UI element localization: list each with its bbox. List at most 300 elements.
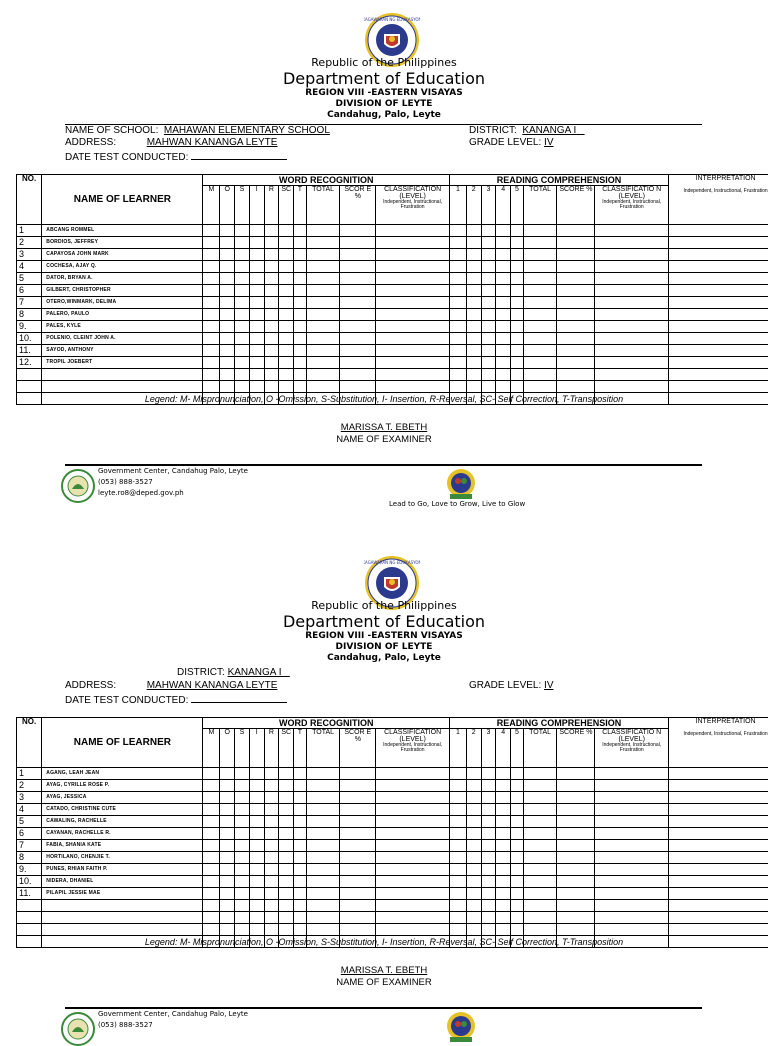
score-cell[interactable] <box>595 249 669 261</box>
score-cell[interactable] <box>264 261 279 273</box>
score-cell[interactable] <box>523 225 557 237</box>
score-cell[interactable] <box>340 900 376 912</box>
score-cell[interactable] <box>511 876 524 888</box>
score-cell[interactable] <box>249 237 264 249</box>
score-cell[interactable] <box>220 345 235 357</box>
score-cell[interactable] <box>340 261 376 273</box>
score-cell[interactable] <box>595 888 669 900</box>
score-cell[interactable] <box>264 888 279 900</box>
score-cell[interactable] <box>203 804 220 816</box>
score-cell[interactable] <box>264 816 279 828</box>
score-cell[interactable] <box>450 309 467 321</box>
score-cell[interactable] <box>294 369 307 381</box>
score-cell[interactable] <box>481 369 496 381</box>
score-cell[interactable] <box>376 357 450 369</box>
score-cell[interactable] <box>669 792 768 804</box>
score-cell[interactable] <box>220 309 235 321</box>
score-cell[interactable] <box>557 912 595 924</box>
score-cell[interactable] <box>249 864 264 876</box>
score-cell[interactable] <box>450 780 467 792</box>
score-cell[interactable] <box>264 864 279 876</box>
score-cell[interactable] <box>523 780 557 792</box>
score-cell[interactable] <box>376 273 450 285</box>
score-cell[interactable] <box>235 249 250 261</box>
score-cell[interactable] <box>595 852 669 864</box>
score-cell[interactable] <box>306 357 340 369</box>
score-cell[interactable] <box>340 333 376 345</box>
score-cell[interactable] <box>450 273 467 285</box>
score-cell[interactable] <box>376 297 450 309</box>
score-cell[interactable] <box>249 297 264 309</box>
score-cell[interactable] <box>669 876 768 888</box>
score-cell[interactable] <box>220 768 235 780</box>
score-cell[interactable] <box>306 249 340 261</box>
score-cell[interactable] <box>249 792 264 804</box>
score-cell[interactable] <box>220 273 235 285</box>
score-cell[interactable] <box>511 273 524 285</box>
score-cell[interactable] <box>203 285 220 297</box>
score-cell[interactable] <box>523 273 557 285</box>
score-cell[interactable] <box>264 285 279 297</box>
score-cell[interactable] <box>450 864 467 876</box>
score-cell[interactable] <box>249 285 264 297</box>
score-cell[interactable] <box>249 888 264 900</box>
score-cell[interactable] <box>496 912 511 924</box>
score-cell[interactable] <box>306 840 340 852</box>
score-cell[interactable] <box>235 237 250 249</box>
score-cell[interactable] <box>279 816 294 828</box>
score-cell[interactable] <box>249 357 264 369</box>
score-cell[interactable] <box>376 804 450 816</box>
score-cell[interactable] <box>340 369 376 381</box>
score-cell[interactable] <box>523 768 557 780</box>
score-cell[interactable] <box>235 309 250 321</box>
score-cell[interactable] <box>669 816 768 828</box>
score-cell[interactable] <box>511 297 524 309</box>
score-cell[interactable] <box>466 876 481 888</box>
score-cell[interactable] <box>294 864 307 876</box>
score-cell[interactable] <box>595 225 669 237</box>
score-cell[interactable] <box>595 309 669 321</box>
score-cell[interactable] <box>294 888 307 900</box>
score-cell[interactable] <box>279 804 294 816</box>
score-cell[interactable] <box>376 321 450 333</box>
score-cell[interactable] <box>450 369 467 381</box>
score-cell[interactable] <box>481 900 496 912</box>
score-cell[interactable] <box>279 237 294 249</box>
score-cell[interactable] <box>306 828 340 840</box>
score-cell[interactable] <box>294 345 307 357</box>
score-cell[interactable] <box>466 249 481 261</box>
score-cell[interactable] <box>511 357 524 369</box>
score-cell[interactable] <box>340 285 376 297</box>
score-cell[interactable] <box>235 924 250 936</box>
score-cell[interactable] <box>669 249 768 261</box>
score-cell[interactable] <box>306 273 340 285</box>
score-cell[interactable] <box>340 237 376 249</box>
score-cell[interactable] <box>481 261 496 273</box>
score-cell[interactable] <box>669 924 768 936</box>
score-cell[interactable] <box>306 804 340 816</box>
score-cell[interactable] <box>235 912 250 924</box>
score-cell[interactable] <box>249 369 264 381</box>
score-cell[interactable] <box>249 345 264 357</box>
score-cell[interactable] <box>595 900 669 912</box>
score-cell[interactable] <box>557 792 595 804</box>
score-cell[interactable] <box>203 357 220 369</box>
score-cell[interactable] <box>294 828 307 840</box>
score-cell[interactable] <box>294 285 307 297</box>
score-cell[interactable] <box>376 912 450 924</box>
score-cell[interactable] <box>481 828 496 840</box>
score-cell[interactable] <box>496 321 511 333</box>
score-cell[interactable] <box>466 768 481 780</box>
score-cell[interactable] <box>511 225 524 237</box>
score-cell[interactable] <box>511 345 524 357</box>
score-cell[interactable] <box>466 900 481 912</box>
score-cell[interactable] <box>481 285 496 297</box>
score-cell[interactable] <box>669 852 768 864</box>
score-cell[interactable] <box>294 816 307 828</box>
score-cell[interactable] <box>294 876 307 888</box>
score-cell[interactable] <box>279 285 294 297</box>
score-cell[interactable] <box>203 792 220 804</box>
score-cell[interactable] <box>279 912 294 924</box>
score-cell[interactable] <box>557 273 595 285</box>
score-cell[interactable] <box>306 852 340 864</box>
score-cell[interactable] <box>450 345 467 357</box>
score-cell[interactable] <box>279 333 294 345</box>
score-cell[interactable] <box>376 888 450 900</box>
score-cell[interactable] <box>235 285 250 297</box>
score-cell[interactable] <box>511 381 524 393</box>
score-cell[interactable] <box>235 852 250 864</box>
score-cell[interactable] <box>235 816 250 828</box>
score-cell[interactable] <box>249 768 264 780</box>
score-cell[interactable] <box>203 768 220 780</box>
score-cell[interactable] <box>376 864 450 876</box>
score-cell[interactable] <box>669 840 768 852</box>
score-cell[interactable] <box>450 285 467 297</box>
score-cell[interactable] <box>340 840 376 852</box>
score-cell[interactable] <box>279 225 294 237</box>
score-cell[interactable] <box>466 369 481 381</box>
score-cell[interactable] <box>511 333 524 345</box>
score-cell[interactable] <box>340 864 376 876</box>
score-cell[interactable] <box>496 804 511 816</box>
score-cell[interactable] <box>203 273 220 285</box>
score-cell[interactable] <box>294 900 307 912</box>
score-cell[interactable] <box>264 225 279 237</box>
score-cell[interactable] <box>306 816 340 828</box>
score-cell[interactable] <box>306 792 340 804</box>
score-cell[interactable] <box>340 357 376 369</box>
score-cell[interactable] <box>450 912 467 924</box>
score-cell[interactable] <box>294 297 307 309</box>
score-cell[interactable] <box>306 381 340 393</box>
score-cell[interactable] <box>249 804 264 816</box>
score-cell[interactable] <box>249 309 264 321</box>
score-cell[interactable] <box>294 840 307 852</box>
score-cell[interactable] <box>466 309 481 321</box>
score-cell[interactable] <box>264 828 279 840</box>
score-cell[interactable] <box>340 345 376 357</box>
score-cell[interactable] <box>306 369 340 381</box>
score-cell[interactable] <box>466 852 481 864</box>
score-cell[interactable] <box>279 357 294 369</box>
score-cell[interactable] <box>450 261 467 273</box>
score-cell[interactable] <box>450 924 467 936</box>
score-cell[interactable] <box>595 876 669 888</box>
score-cell[interactable] <box>595 816 669 828</box>
score-cell[interactable] <box>220 369 235 381</box>
score-cell[interactable] <box>203 840 220 852</box>
score-cell[interactable] <box>264 357 279 369</box>
score-cell[interactable] <box>220 357 235 369</box>
score-cell[interactable] <box>496 768 511 780</box>
score-cell[interactable] <box>294 924 307 936</box>
score-cell[interactable] <box>376 309 450 321</box>
score-cell[interactable] <box>376 381 450 393</box>
score-cell[interactable] <box>279 792 294 804</box>
score-cell[interactable] <box>523 345 557 357</box>
score-cell[interactable] <box>340 828 376 840</box>
score-cell[interactable] <box>496 816 511 828</box>
score-cell[interactable] <box>203 261 220 273</box>
score-cell[interactable] <box>523 369 557 381</box>
score-cell[interactable] <box>481 840 496 852</box>
score-cell[interactable] <box>669 285 768 297</box>
score-cell[interactable] <box>340 768 376 780</box>
score-cell[interactable] <box>306 225 340 237</box>
score-cell[interactable] <box>511 321 524 333</box>
score-cell[interactable] <box>496 876 511 888</box>
score-cell[interactable] <box>376 768 450 780</box>
score-cell[interactable] <box>220 900 235 912</box>
score-cell[interactable] <box>249 816 264 828</box>
score-cell[interactable] <box>481 249 496 261</box>
score-cell[interactable] <box>203 225 220 237</box>
score-cell[interactable] <box>523 297 557 309</box>
score-cell[interactable] <box>466 840 481 852</box>
score-cell[interactable] <box>595 369 669 381</box>
score-cell[interactable] <box>249 249 264 261</box>
score-cell[interactable] <box>249 852 264 864</box>
score-cell[interactable] <box>466 333 481 345</box>
score-cell[interactable] <box>235 381 250 393</box>
score-cell[interactable] <box>279 780 294 792</box>
score-cell[interactable] <box>523 876 557 888</box>
score-cell[interactable] <box>203 888 220 900</box>
score-cell[interactable] <box>220 828 235 840</box>
score-cell[interactable] <box>496 345 511 357</box>
score-cell[interactable] <box>481 309 496 321</box>
score-cell[interactable] <box>376 285 450 297</box>
score-cell[interactable] <box>376 900 450 912</box>
score-cell[interactable] <box>466 888 481 900</box>
score-cell[interactable] <box>450 876 467 888</box>
score-cell[interactable] <box>557 876 595 888</box>
score-cell[interactable] <box>203 381 220 393</box>
score-cell[interactable] <box>523 852 557 864</box>
score-cell[interactable] <box>466 237 481 249</box>
score-cell[interactable] <box>376 876 450 888</box>
score-cell[interactable] <box>376 840 450 852</box>
score-cell[interactable] <box>220 876 235 888</box>
score-cell[interactable] <box>235 768 250 780</box>
score-cell[interactable] <box>557 297 595 309</box>
score-cell[interactable] <box>466 864 481 876</box>
score-cell[interactable] <box>523 864 557 876</box>
score-cell[interactable] <box>496 924 511 936</box>
score-cell[interactable] <box>481 780 496 792</box>
score-cell[interactable] <box>557 816 595 828</box>
score-cell[interactable] <box>279 876 294 888</box>
score-cell[interactable] <box>279 864 294 876</box>
score-cell[interactable] <box>264 876 279 888</box>
score-cell[interactable] <box>235 297 250 309</box>
score-cell[interactable] <box>511 864 524 876</box>
score-cell[interactable] <box>557 357 595 369</box>
score-cell[interactable] <box>511 924 524 936</box>
score-cell[interactable] <box>595 804 669 816</box>
score-cell[interactable] <box>496 900 511 912</box>
score-cell[interactable] <box>481 912 496 924</box>
score-cell[interactable] <box>523 321 557 333</box>
score-cell[interactable] <box>294 852 307 864</box>
score-cell[interactable] <box>466 273 481 285</box>
score-cell[interactable] <box>203 333 220 345</box>
score-cell[interactable] <box>496 888 511 900</box>
score-cell[interactable] <box>235 333 250 345</box>
score-cell[interactable] <box>669 864 768 876</box>
score-cell[interactable] <box>203 249 220 261</box>
score-cell[interactable] <box>220 225 235 237</box>
score-cell[interactable] <box>235 780 250 792</box>
score-cell[interactable] <box>466 912 481 924</box>
score-cell[interactable] <box>294 357 307 369</box>
score-cell[interactable] <box>450 249 467 261</box>
score-cell[interactable] <box>450 852 467 864</box>
score-cell[interactable] <box>203 816 220 828</box>
score-cell[interactable] <box>511 852 524 864</box>
score-cell[interactable] <box>523 912 557 924</box>
score-cell[interactable] <box>496 273 511 285</box>
score-cell[interactable] <box>595 297 669 309</box>
score-cell[interactable] <box>511 828 524 840</box>
score-cell[interactable] <box>220 852 235 864</box>
score-cell[interactable] <box>294 333 307 345</box>
score-cell[interactable] <box>595 285 669 297</box>
score-cell[interactable] <box>203 912 220 924</box>
score-cell[interactable] <box>511 768 524 780</box>
score-cell[interactable] <box>376 780 450 792</box>
score-cell[interactable] <box>450 381 467 393</box>
score-cell[interactable] <box>203 924 220 936</box>
score-cell[interactable] <box>294 381 307 393</box>
score-cell[interactable] <box>279 381 294 393</box>
score-cell[interactable] <box>376 333 450 345</box>
score-cell[interactable] <box>294 261 307 273</box>
score-cell[interactable] <box>481 381 496 393</box>
score-cell[interactable] <box>264 321 279 333</box>
score-cell[interactable] <box>235 273 250 285</box>
score-cell[interactable] <box>511 912 524 924</box>
score-cell[interactable] <box>481 852 496 864</box>
score-cell[interactable] <box>220 816 235 828</box>
score-cell[interactable] <box>279 345 294 357</box>
score-cell[interactable] <box>669 321 768 333</box>
score-cell[interactable] <box>340 321 376 333</box>
score-cell[interactable] <box>235 840 250 852</box>
score-cell[interactable] <box>294 804 307 816</box>
score-cell[interactable] <box>450 888 467 900</box>
score-cell[interactable] <box>279 924 294 936</box>
score-cell[interactable] <box>450 900 467 912</box>
score-cell[interactable] <box>220 780 235 792</box>
score-cell[interactable] <box>523 237 557 249</box>
score-cell[interactable] <box>249 333 264 345</box>
score-cell[interactable] <box>511 816 524 828</box>
score-cell[interactable] <box>203 780 220 792</box>
score-cell[interactable] <box>450 237 467 249</box>
score-cell[interactable] <box>450 333 467 345</box>
score-cell[interactable] <box>376 369 450 381</box>
score-cell[interactable] <box>235 828 250 840</box>
score-cell[interactable] <box>450 816 467 828</box>
score-cell[interactable] <box>669 273 768 285</box>
score-cell[interactable] <box>669 828 768 840</box>
score-cell[interactable] <box>466 297 481 309</box>
score-cell[interactable] <box>235 357 250 369</box>
score-cell[interactable] <box>340 816 376 828</box>
score-cell[interactable] <box>249 225 264 237</box>
score-cell[interactable] <box>306 768 340 780</box>
score-cell[interactable] <box>595 381 669 393</box>
score-cell[interactable] <box>279 261 294 273</box>
score-cell[interactable] <box>466 357 481 369</box>
score-cell[interactable] <box>306 333 340 345</box>
score-cell[interactable] <box>306 345 340 357</box>
score-cell[interactable] <box>220 924 235 936</box>
score-cell[interactable] <box>595 261 669 273</box>
score-cell[interactable] <box>481 297 496 309</box>
score-cell[interactable] <box>669 900 768 912</box>
score-cell[interactable] <box>235 261 250 273</box>
score-cell[interactable] <box>496 237 511 249</box>
score-cell[interactable] <box>279 828 294 840</box>
score-cell[interactable] <box>481 804 496 816</box>
score-cell[interactable] <box>306 864 340 876</box>
score-cell[interactable] <box>595 273 669 285</box>
score-cell[interactable] <box>523 924 557 936</box>
score-cell[interactable] <box>557 900 595 912</box>
score-cell[interactable] <box>523 285 557 297</box>
score-cell[interactable] <box>220 261 235 273</box>
score-cell[interactable] <box>249 381 264 393</box>
score-cell[interactable] <box>203 345 220 357</box>
score-cell[interactable] <box>557 864 595 876</box>
score-cell[interactable] <box>376 792 450 804</box>
score-cell[interactable] <box>523 792 557 804</box>
score-cell[interactable] <box>466 261 481 273</box>
date-input[interactable] <box>191 693 287 703</box>
score-cell[interactable] <box>306 912 340 924</box>
score-cell[interactable] <box>203 852 220 864</box>
score-cell[interactable] <box>235 876 250 888</box>
score-cell[interactable] <box>249 261 264 273</box>
score-cell[interactable] <box>669 912 768 924</box>
